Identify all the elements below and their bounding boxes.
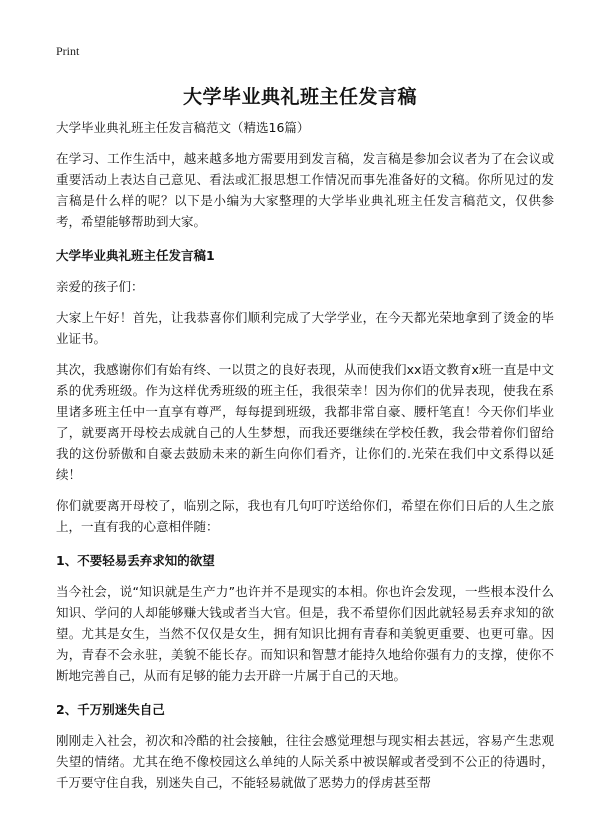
greeting-paragraph: 亲爱的孩子们： — [56, 279, 144, 294]
document-body — [56, 118, 554, 803]
point-paragraph: 当今社会，说“知识就是生产力”也许并不是现实的本相。你也许会发现，一些根本没什么知识、学问的人却能够赚大钱或者当大官。但是，我不希望你们因此就轻易丢弃求知的欲望。尤其是女生，当然不仅仅是女生，拥有知识比拥有青春和美貌更重要、也更可靠。因为，青春不会永驻，美貌不能长存。而知识和智慧才能持久地给你强有力的支撑，使你不断地完善自己，从而有足够的能力去开辟一片属于自己的天地。 — [56, 584, 554, 683]
print-link[interactable]: Print — [56, 44, 80, 58]
body-paragraph: 大家上午好！首先，让我恭喜你们顺利完成了大学学业，在今天都光荣地拿到了烫金的毕业证书。 — [56, 310, 554, 346]
body-paragraph: 你们就要离开母校了，临别之际，我也有几句叮咛送给你们，希望在你们日后的人生之旅上，一直有我的心意相伴随： — [56, 498, 554, 534]
intro-paragraph: 在学习、工作生活中，越来越多地方需要用到发言稿，发言稿是参加会议者为了在会议或重要活动上表达自己意见、看法或汇报思想工作情况而事先准备好的文稿。你所见过的发言稿是什么样的呢？以下是小编为大家整理的大学毕业典礼班主任发言稿范文，仅供参考，希望能够帮助到大家。 — [56, 151, 554, 229]
section-heading: 大学毕业典礼班主任发言稿1 — [56, 248, 215, 263]
document-subtitle: 大学毕业典礼班主任发言稿范文（精选16篇） — [56, 120, 310, 135]
point-paragraph: 刚刚走入社会，初次和冷酷的社会接触，往往会感觉理想与现实相去甚远，容易产生悲观失望的情绪。尤其在绝不像校园这么单纯的人际关系中被误解或者受到不公正的待遇时，千万要守住自我，别迷失自己，不能轻易就做了恶势力的俘虏甚至帮 — [56, 733, 554, 790]
document-title: 大学毕业典礼班主任发言稿 — [182, 86, 417, 108]
point-heading: 2、千万别迷失自己 — [56, 702, 165, 717]
body-paragraph: 其次，我感谢你们有始有终、一以贯之的良好表现，从而使我们xx语文教育x班一直是中文系的优秀班级。作为这样优秀班级的班主任，我很荣幸！因为你们的优异表现，使我在系里诸多班主任中一直享有尊严，每每提到班级，我都非常自豪、腰杆笔直！今天你们毕业了，就要离开母校去成就自己的人生梦想，而我还要继续在学校任教，我会带着你们留给我的这份骄傲和自豪去鼓励未来的新生向你们看齐，让你们的.光荣在我们中文系得以延续！ — [56, 362, 554, 482]
point-heading: 1、不要轻易丢弃求知的欲望 — [56, 553, 215, 568]
